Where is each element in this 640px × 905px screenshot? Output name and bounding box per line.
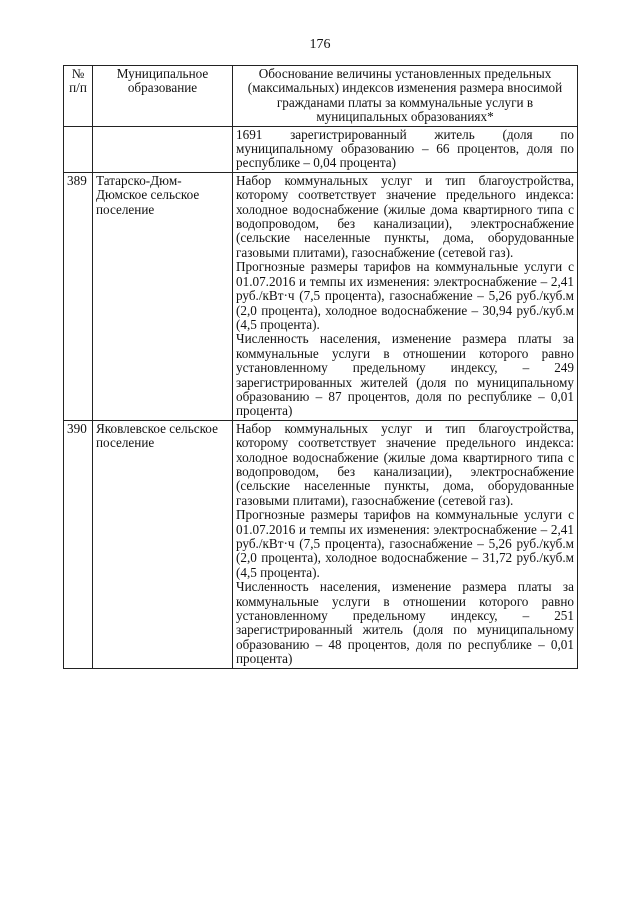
row-municipality [93,126,233,172]
page-number: 176 [309,37,331,52]
justification-paragraph: Прогнозные размеры тарифов на коммунальные услуги с 01.07.2016 и темпы их изменения: электроснабжение – 2,41 руб./кВт·ч (7,5 процента), газоснабжение – 5,26 руб./куб.м (2,0 процента), холодное водоснабжение – 30,94 руб./куб.м (4,5 процента). [236,259,574,332]
table-row [64,420,578,668]
justification-paragraph: Численность населения, изменение размера платы за коммунальные услуги в отношении которого равно установленному предельному индексу, – 249 зарегистрированных жителей (доля по муниципальному образованию – 87 процентов, доля по республике – 0,01 процента) [236,331,574,419]
justification-paragraph: Набор коммунальных услуг и тип благоустройства, которому соответствует значение предельного индекса: холодное водоснабжение (жилые дома квартирного типа с водопроводом, без канализации), электроснабжение (сельские населенные пункты, дома, оборудованные газовыми плитами), газоснабжение (сетевой газ). [236,172,574,260]
justification-paragraph: Численность населения, изменение размера платы за коммунальные услуги в отношении которого равно установленному предельному индексу, – 251 зарегистрированный житель (доля по муниципальному образованию – 48 процентов, доля по республике – 0,01 процента) [236,579,574,667]
justification-paragraph: 1691 зарегистрированный житель (доля по муниципальному образованию – 66 процентов, доля по республике – 0,04 процента) [236,126,574,171]
row-number: 389 [64,172,93,420]
row-justification [233,126,578,172]
justification-paragraph: Набор коммунальных услуг и тип благоустройства, которому соответствует значение предельного индекса: холодное водоснабжение (жилые дома квартирного типа с водопроводом, без канализации), электроснабжение (сельские населенные пункты, дома, оборудованные газовыми плитами), газоснабжение (сетевой газ). [236,420,574,508]
table-row [64,126,578,172]
table-header-row [64,66,578,127]
row-number [64,126,93,172]
justification-paragraph: Прогнозные размеры тарифов на коммунальные услуги с 01.07.2016 и темпы их изменения: электроснабжение – 2,41 руб./кВт·ч (7,5 процента), газоснабжение – 5,26 руб./куб.м (2,0 процента), холодное водоснабжение – 31,72 руб./куб.м (4,5 процента). [236,507,574,580]
tariff-index-table [63,65,578,669]
row-municipality: Яковлевское сельское поселение [93,420,233,668]
header-municipality: Муниципальное образование [93,66,233,127]
row-justification [233,420,578,668]
row-number: 390 [64,420,93,668]
row-justification [233,172,578,420]
header-number: № п/п [64,66,93,127]
row-municipality: Татарско-Дюм-Дюмское сельское поселение [93,172,233,420]
header-justification: Обоснование величины установленных предельных (максимальных) индексов изменения размера вносимой гражданами платы за коммунальные услуги в муниципальных образованиях* [233,66,578,127]
table-row [64,172,578,420]
